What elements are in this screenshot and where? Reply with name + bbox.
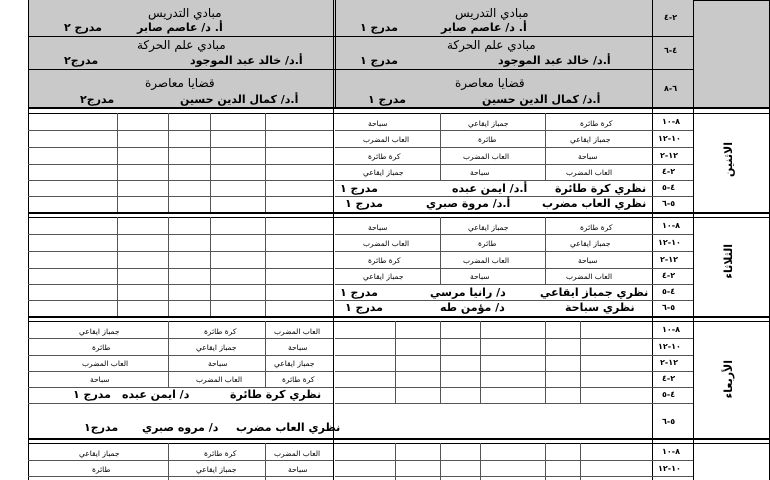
tuesday-lecture-hall-1: مدرج ١ — [340, 286, 378, 299]
day-label-monday: الاثنين — [722, 142, 735, 177]
tuesday-lecture-prof-1: د/ رانيا مرسي — [430, 286, 506, 299]
tuesday-time-3: ١٢-٢ — [660, 255, 678, 264]
top-left-hall-3: مدرج٢ — [80, 93, 115, 106]
tuesday-cell: سباحة — [368, 223, 388, 232]
tuesday-time-5: ٤-٥ — [662, 287, 676, 296]
wednesday-cell: جمباز ايقاعي — [79, 327, 120, 336]
monday-cell: جمباز ايقاعي — [570, 135, 611, 144]
thursday-cell: العاب المضرب — [274, 449, 321, 458]
monday-lecture-hall-2: مدرج ١ — [345, 197, 383, 210]
wednesday-lecture-hall-1: مدرج ١ — [73, 388, 111, 401]
tuesday-cell: كرة طائرة — [580, 223, 613, 232]
wednesday-cell: سباحة — [288, 343, 308, 352]
wednesday-time-2: ١٠-١٢ — [658, 342, 681, 351]
top-right-course-3: قضايا معاصرة — [455, 76, 525, 90]
wednesday-time-3: ١٢-٢ — [660, 358, 678, 367]
top-right-hall-2: مدرج ١ — [360, 54, 398, 67]
top-right-course-1: مبادي التدريس — [455, 6, 529, 20]
day-label-tuesday: الثلاثاء — [722, 244, 735, 279]
wednesday-lecture-hall-2: مدرج١ — [84, 421, 119, 434]
wednesday-cell: جمباز ايقاعي — [274, 359, 315, 368]
top-right-prof-3: أ.د/ كمال الدين حسين — [482, 93, 601, 106]
top-day-cell — [693, 0, 770, 107]
top-left-course-1: مبادي التدريس — [148, 6, 222, 20]
thursday-cell: جمباز ايقاعي — [79, 449, 120, 458]
tuesday-lecture-hall-2: مدرج ١ — [345, 301, 383, 314]
wednesday-time-6: ٥-٦ — [662, 417, 676, 426]
monday-lecture-prof-2: أ.د/ مروة صبري — [426, 197, 511, 210]
top-left-course-2: مبادي علم الحركة — [137, 38, 226, 52]
thursday-time-1: ٨-١٠ — [662, 447, 680, 456]
tuesday-time-1: ٨-١٠ — [662, 221, 680, 230]
top-right-prof-1: أ. د/ عاصم صابر — [441, 21, 527, 34]
top-time-3: ٦-٨ — [664, 84, 678, 93]
monday-cell: جمباز ايقاعي — [468, 119, 509, 128]
wednesday-time-4: ٢-٤ — [662, 374, 676, 383]
tuesday-cell: طائرة — [478, 239, 497, 248]
wednesday-lecture-prof-2: د/ مروه صبري — [142, 421, 219, 434]
top-left-course-3: قضايا معاصرة — [145, 76, 215, 90]
monday-cell: سباحة — [470, 168, 490, 177]
tuesday-lecture-course-2: نظري سباحة — [565, 301, 635, 314]
monday-cell: كرة طائرة — [368, 152, 401, 161]
top-left-hall-2: مدرج٢ — [64, 54, 99, 67]
thursday-cell: كرة طائرة — [204, 449, 237, 458]
tuesday-cell: العاب المضرب — [363, 239, 410, 248]
monday-cell: العاب المضرب — [463, 152, 510, 161]
monday-cell: العاب المضرب — [566, 168, 613, 177]
tuesday-cell: جمباز ايقاعي — [570, 239, 611, 248]
monday-time-1: ٨-١٠ — [662, 117, 680, 126]
monday-cell: طائرة — [478, 135, 497, 144]
wednesday-lecture-prof-1: د/ ايمن عبده — [122, 388, 190, 401]
monday-cell: جمباز ايقاعي — [363, 168, 404, 177]
wednesday-cell: كرة طائرة — [282, 375, 315, 384]
monday-lecture-hall-1: مدرج ١ — [340, 182, 378, 195]
tuesday-cell: سباحة — [470, 272, 490, 281]
tuesday-time-2: ١٠-١٢ — [658, 238, 681, 247]
top-right-hall-3: مدرج ١ — [368, 93, 406, 106]
wednesday-time-1: ٨-١٠ — [662, 325, 680, 334]
tuesday-cell: العاب المضرب — [463, 256, 510, 265]
top-time-2: ٤-٦ — [664, 46, 678, 55]
wednesday-time-5: ٤-٥ — [662, 390, 676, 399]
monday-time-3: ١٢-٢ — [660, 151, 678, 160]
top-right-hall-1: مدرج ١ — [360, 21, 398, 34]
monday-cell: سباحة — [578, 152, 598, 161]
top-left-prof-1: أ. د/ عاصم صابر — [137, 21, 223, 34]
monday-time-4: ٢-٤ — [662, 167, 676, 176]
wednesday-cell: طائرة — [92, 343, 111, 352]
tuesday-cell: جمباز ايقاعي — [363, 272, 404, 281]
top-time-1: ٢-٤ — [664, 13, 678, 22]
monday-cell: سباحة — [368, 119, 388, 128]
monday-lecture-prof-1: أ.د/ ايمن عبده — [452, 182, 528, 195]
monday-time-2: ١٠-١٢ — [658, 134, 681, 143]
monday-cell: كرة طائرة — [580, 119, 613, 128]
top-left-hall-1: مدرج ٢ — [64, 21, 102, 34]
wednesday-cell: العاب المضرب — [82, 359, 129, 368]
tuesday-time-6: ٥-٦ — [662, 303, 676, 312]
tuesday-lecture-course-1: نظري جمباز ايقاعي — [540, 286, 649, 299]
thursday-cell: سباحة — [288, 465, 308, 474]
wednesday-cell: العاب المضرب — [196, 375, 243, 384]
top-right-prof-2: أ.د/ خالد عبد الموجود — [498, 54, 611, 67]
tuesday-time-4: ٢-٤ — [662, 271, 676, 280]
top-left-prof-3: أ.د/ كمال الدين حسين — [180, 93, 299, 106]
tuesday-cell: جمباز ايقاعي — [468, 223, 509, 232]
monday-time-6: ٥-٦ — [662, 199, 676, 208]
wednesday-cell: كرة طائرة — [204, 327, 237, 336]
wednesday-lecture-course-2: نظري العاب مضرب — [236, 421, 341, 434]
wednesday-cell: جمباز ايقاعي — [196, 343, 237, 352]
tuesday-lecture-prof-2: د/ مؤمن طه — [440, 301, 505, 314]
tuesday-cell: العاب المضرب — [566, 272, 613, 281]
top-right-course-2: مبادي علم الحركة — [447, 38, 536, 52]
monday-lecture-course-2: نظري العاب مضرب — [542, 197, 647, 210]
wednesday-cell: سباحة — [90, 375, 110, 384]
wednesday-lecture-course-1: نظري كرة طائرة — [230, 388, 322, 401]
thursday-cell: جمباز ايقاعي — [196, 465, 237, 474]
tuesday-cell: سباحة — [578, 256, 598, 265]
day-label-wednesday: الأربعاء — [722, 360, 735, 399]
wednesday-cell: العاب المضرب — [274, 327, 321, 336]
thursday-cell: طائرة — [92, 465, 111, 474]
tuesday-cell: كرة طائرة — [368, 256, 401, 265]
monday-lecture-course-1: نظري كرة طائرة — [555, 182, 647, 195]
thursday-time-2: ١٠-١٢ — [658, 464, 681, 473]
wednesday-cell: سباحة — [208, 359, 228, 368]
monday-time-5: ٤-٥ — [662, 183, 676, 192]
top-left-prof-2: أ.د/ خالد عبد الموجود — [190, 54, 303, 67]
monday-cell: العاب المضرب — [363, 135, 410, 144]
